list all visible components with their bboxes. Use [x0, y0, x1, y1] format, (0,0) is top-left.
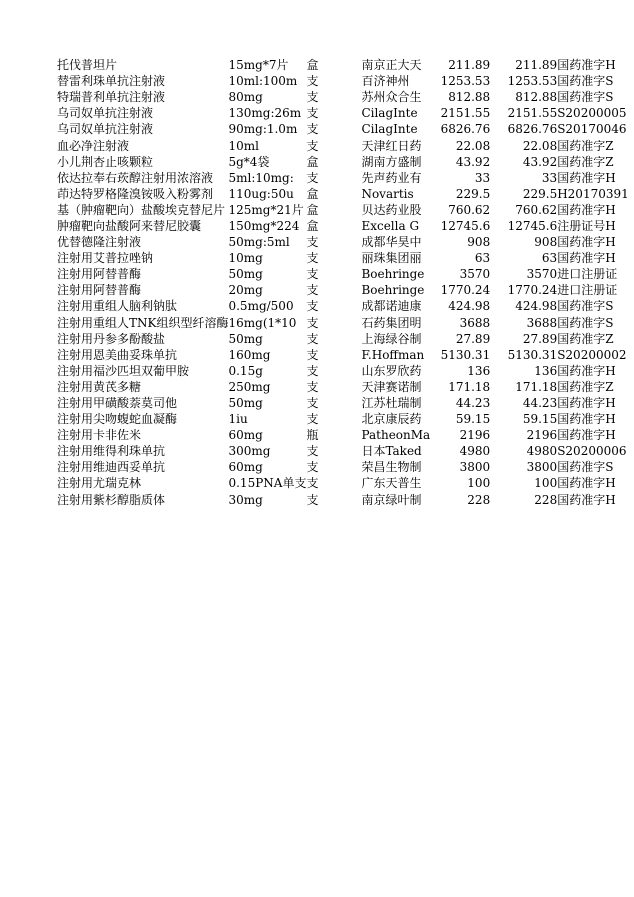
table-row	[57, 298, 629, 314]
manufacturer-cell: 上海绿谷制	[361, 331, 422, 346]
drug-name-cell: 基（肿瘤靶向）盐酸埃克替尼片	[57, 202, 226, 217]
drug-price-table	[57, 57, 629, 508]
price-cell: 3800	[526, 460, 558, 475]
drug-name-cell: 注射用阿替普酶	[57, 267, 142, 282]
unit-cell: 支	[306, 363, 319, 378]
unit-cell: 支	[306, 283, 319, 298]
table-row	[57, 170, 629, 186]
price-cell: 2151.55	[507, 106, 558, 121]
price-cell: 12745.6	[507, 218, 558, 233]
drug-name-cell: 注射用紫杉醇脂质体	[57, 492, 166, 507]
price-cell: 228	[534, 492, 558, 507]
price-cell: 5130.31	[507, 347, 558, 362]
price-cell: 2196	[459, 428, 491, 443]
drug-name-cell: 小儿荆杏止咳颗粒	[57, 154, 154, 169]
price-cell: 229.5	[522, 186, 558, 201]
approval-number-cell: 国药准字H	[557, 363, 616, 378]
manufacturer-cell: Boehringe	[361, 267, 425, 282]
unit-cell: 支	[306, 347, 319, 362]
table-row	[57, 395, 629, 411]
manufacturer-cell: 成都诺迪康	[361, 299, 422, 314]
approval-number-cell: S20200006	[557, 444, 627, 459]
unit-cell: 支	[306, 412, 319, 427]
specification-cell: 0.15PNA单支	[228, 476, 307, 491]
unit-cell: 瓶	[306, 428, 319, 443]
unit-cell: 支	[306, 396, 319, 411]
drug-name-cell: 注射用重组人TNK组织型纤溶酶	[57, 315, 229, 330]
unit-cell: 支	[306, 251, 319, 266]
drug-name-cell: 替雷利珠单抗注射液	[57, 74, 166, 89]
price-cell: 27.89	[522, 331, 558, 346]
price-cell: 228	[467, 492, 491, 507]
manufacturer-cell: 广东天普生	[361, 476, 422, 491]
drug-name-cell: 注射用丹参多酚酸盐	[57, 331, 166, 346]
manufacturer-cell: Excella G	[361, 218, 420, 233]
table-row	[57, 137, 629, 153]
specification-cell: 5ml:10mg:	[228, 170, 294, 185]
price-cell: 5130.31	[440, 347, 491, 362]
table-row	[57, 154, 629, 170]
price-cell: 12745.6	[440, 218, 491, 233]
price-cell: 27.89	[455, 331, 491, 346]
specification-cell: 125mg*21片	[228, 202, 304, 217]
price-cell: 760.62	[515, 202, 558, 217]
manufacturer-cell: 先声药业有	[361, 170, 422, 185]
price-cell: 100	[534, 476, 558, 491]
manufacturer-cell: 成都华昊中	[361, 235, 422, 250]
price-cell: 44.23	[455, 396, 491, 411]
specification-cell: 60mg	[228, 460, 263, 475]
price-cell: 22.08	[455, 138, 491, 153]
drug-name-cell: 注射用维迪西妥单抗	[57, 460, 166, 475]
price-cell: 4980	[526, 444, 558, 459]
specification-cell: 130mg:26m	[228, 106, 302, 121]
table-row	[57, 89, 629, 105]
manufacturer-cell: 贝达药业股	[361, 202, 422, 217]
manufacturer-cell: Boehringe	[361, 283, 425, 298]
unit-cell: 支	[306, 379, 319, 394]
unit-cell: 支	[306, 444, 319, 459]
table-row	[57, 73, 629, 89]
approval-number-cell: 国药准字H	[557, 170, 616, 185]
approval-number-cell: 国药准字S	[557, 74, 614, 89]
drug-name-cell: 注射用艾普拉唑钠	[57, 251, 154, 266]
price-cell: 211.89	[448, 58, 491, 73]
unit-cell: 盒	[306, 58, 319, 73]
table-row	[57, 411, 629, 427]
unit-cell: 支	[306, 315, 319, 330]
drug-name-cell: 托伐普坦片	[57, 58, 118, 73]
price-cell: 136	[534, 363, 558, 378]
drug-name-cell: 注射用尤瑞克林	[57, 476, 142, 491]
specification-cell: 90mg:1.0m	[228, 122, 298, 137]
approval-number-cell: 国药准字H	[557, 412, 616, 427]
approval-number-cell: 国药准字H	[557, 492, 616, 507]
manufacturer-cell: 苏州众合生	[361, 90, 422, 105]
approval-number-cell: S20200005	[557, 106, 627, 121]
table-row	[57, 492, 629, 508]
drug-name-cell: 注射用甲磺酸萘莫司他	[57, 396, 178, 411]
specification-cell: 10ml	[228, 138, 259, 153]
table-row	[57, 459, 629, 475]
drug-name-cell: 特瑞普利单抗注射液	[57, 90, 166, 105]
price-cell: 33	[541, 170, 558, 185]
price-cell: 211.89	[515, 58, 558, 73]
drug-name-cell: 注射用尖吻蝮蛇血凝酶	[57, 412, 178, 427]
price-cell: 63	[541, 251, 558, 266]
specification-cell: 1iu	[228, 412, 248, 427]
price-cell: 171.18	[515, 379, 558, 394]
unit-cell: 支	[306, 90, 319, 105]
unit-cell: 支	[306, 74, 319, 89]
table-body	[57, 57, 629, 508]
table-row	[57, 121, 629, 137]
unit-cell: 支	[306, 331, 319, 346]
specification-cell: 250mg	[228, 379, 271, 394]
drug-name-cell: 注射用恩美曲妥珠单抗	[57, 347, 178, 362]
manufacturer-cell: 湖南方盛制	[361, 154, 422, 169]
price-cell: 1253.53	[507, 74, 558, 89]
table-row	[57, 234, 629, 250]
manufacturer-cell: 江苏杜瑞制	[361, 396, 422, 411]
drug-name-cell: 优替德隆注射液	[57, 235, 142, 250]
table-row	[57, 218, 629, 234]
approval-number-cell: 国药准字H	[557, 428, 616, 443]
specification-cell: 110ug:50u	[228, 186, 294, 201]
unit-cell: 支	[306, 170, 319, 185]
approval-number-cell: S20170046	[557, 122, 627, 137]
unit-cell: 盒	[306, 202, 319, 217]
table-row	[57, 363, 629, 379]
manufacturer-cell: F.Hoffman	[361, 347, 425, 362]
price-cell: 229.5	[455, 186, 491, 201]
manufacturer-cell: 南京正大天	[361, 58, 422, 73]
approval-number-cell: 进口注册证	[557, 267, 618, 282]
specification-cell: 50mg	[228, 396, 263, 411]
drug-name-cell: 注射用福沙匹坦双葡甲胺	[57, 363, 190, 378]
drug-name-cell: 茚达特罗格隆溴铵吸入粉雾剂	[57, 186, 214, 201]
table-row	[57, 57, 629, 73]
specification-cell: 20mg	[228, 283, 263, 298]
approval-number-cell: 国药准字H	[557, 58, 616, 73]
table-row	[57, 266, 629, 282]
price-cell: 3688	[526, 315, 558, 330]
approval-number-cell: 国药准字S	[557, 90, 614, 105]
drug-name-cell: 注射用卡非佐米	[57, 428, 142, 443]
specification-cell: 15mg*7片	[228, 58, 289, 73]
specification-cell: 10mg	[228, 251, 263, 266]
drug-name-cell: 注射用阿替普酶	[57, 283, 142, 298]
table-row	[57, 331, 629, 347]
unit-cell: 支	[306, 267, 319, 282]
approval-number-cell: 国药准字H	[557, 476, 616, 491]
specification-cell: 50mg	[228, 267, 263, 282]
approval-number-cell: 国药准字Z	[557, 331, 614, 346]
drug-name-cell: 血必净注射液	[57, 138, 130, 153]
specification-cell: 50mg:5ml	[228, 235, 290, 250]
price-cell: 3688	[459, 315, 491, 330]
drug-name-cell: 注射用维得利珠单抗	[57, 444, 166, 459]
price-cell: 1770.24	[507, 283, 558, 298]
table-row	[57, 427, 629, 443]
price-cell: 59.15	[455, 412, 491, 427]
approval-number-cell: 国药准字H	[557, 251, 616, 266]
table-row	[57, 186, 629, 202]
manufacturer-cell: 石药集团明	[361, 315, 422, 330]
unit-cell: 盒	[306, 154, 319, 169]
manufacturer-cell: 百济神州	[361, 74, 410, 89]
table-row	[57, 105, 629, 121]
approval-number-cell: 国药准字Z	[557, 379, 614, 394]
specification-cell: 150mg*224	[228, 218, 300, 233]
price-cell: 424.98	[515, 299, 558, 314]
unit-cell: 支	[306, 476, 319, 491]
price-cell: 43.92	[455, 154, 491, 169]
table-row	[57, 250, 629, 266]
approval-number-cell: 国药准字Z	[557, 138, 614, 153]
price-cell: 43.92	[522, 154, 558, 169]
specification-cell: 300mg	[228, 444, 271, 459]
manufacturer-cell: Novartis	[361, 186, 414, 201]
approval-number-cell: 国药准字S	[557, 315, 614, 330]
price-cell: 59.15	[522, 412, 558, 427]
specification-cell: 60mg	[228, 428, 263, 443]
manufacturer-cell: 天津赛诺制	[361, 379, 422, 394]
drug-name-cell: 注射用黄芪多糖	[57, 379, 142, 394]
price-cell: 4980	[459, 444, 491, 459]
price-cell: 760.62	[448, 202, 491, 217]
price-cell: 2151.55	[440, 106, 491, 121]
price-cell: 171.18	[448, 379, 491, 394]
unit-cell: 支	[306, 492, 319, 507]
approval-number-cell: H20170391	[557, 186, 629, 201]
table-row	[57, 379, 629, 395]
specification-cell: 5g*4袋	[228, 154, 270, 169]
specification-cell: 30mg	[228, 492, 263, 507]
unit-cell: 盒	[306, 186, 319, 201]
price-cell: 812.88	[515, 90, 558, 105]
drug-name-cell: 注射用重组人脑利钠肽	[57, 299, 178, 314]
unit-cell: 盒	[306, 218, 319, 233]
price-cell: 1770.24	[440, 283, 491, 298]
table-row	[57, 347, 629, 363]
drug-name-cell: 乌司奴单抗注射液	[57, 106, 154, 121]
price-cell: 3570	[526, 267, 558, 282]
approval-number-cell: 国药准字S	[557, 299, 614, 314]
table-row	[57, 443, 629, 459]
table-row	[57, 202, 629, 218]
unit-cell: 支	[306, 138, 319, 153]
price-cell: 22.08	[522, 138, 558, 153]
specification-cell: 50mg	[228, 331, 263, 346]
price-cell: 3570	[459, 267, 491, 282]
approval-number-cell: 进口注册证	[557, 283, 618, 298]
table-row	[57, 282, 629, 298]
specification-cell: 10ml:100m	[228, 74, 298, 89]
drug-name-cell: 肿瘤靶向盐酸阿来替尼胶囊	[57, 218, 202, 233]
unit-cell: 支	[306, 299, 319, 314]
unit-cell: 支	[306, 106, 319, 121]
price-cell: 136	[467, 363, 491, 378]
price-cell: 812.88	[448, 90, 491, 105]
approval-number-cell: 国药准字H	[557, 235, 616, 250]
manufacturer-cell: 北京康辰药	[361, 412, 422, 427]
specification-cell: 0.15g	[228, 363, 263, 378]
price-cell: 100	[467, 476, 491, 491]
specification-cell: 16mg(1*10	[228, 315, 297, 330]
approval-number-cell: 国药准字Z	[557, 154, 614, 169]
approval-number-cell: 国药准字S	[557, 460, 614, 475]
unit-cell: 支	[306, 235, 319, 250]
specification-cell: 160mg	[228, 347, 271, 362]
approval-number-cell: S20200002	[557, 347, 627, 362]
manufacturer-cell: 天津红日药	[361, 138, 422, 153]
drug-name-cell: 依达拉奉右莰醇注射用浓溶液	[57, 170, 214, 185]
manufacturer-cell: 南京绿叶制	[361, 492, 422, 507]
price-cell: 6826.76	[440, 122, 491, 137]
specification-cell: 0.5mg/500	[228, 299, 294, 314]
price-cell: 908	[467, 235, 491, 250]
price-cell: 63	[474, 251, 491, 266]
manufacturer-cell: CilagInte	[361, 106, 418, 121]
price-cell: 6826.76	[507, 122, 558, 137]
specification-cell: 80mg	[228, 90, 263, 105]
drug-name-cell: 乌司奴单抗注射液	[57, 122, 154, 137]
manufacturer-cell: 日本Taked	[361, 444, 422, 459]
unit-cell: 支	[306, 460, 319, 475]
manufacturer-cell: PatheonMa	[361, 428, 431, 443]
price-cell: 33	[474, 170, 491, 185]
approval-number-cell: 国药准字H	[557, 396, 616, 411]
price-cell: 424.98	[448, 299, 491, 314]
approval-number-cell: 国药准字H	[557, 202, 616, 217]
price-cell: 1253.53	[440, 74, 491, 89]
manufacturer-cell: CilagInte	[361, 122, 418, 137]
price-cell: 908	[534, 235, 558, 250]
approval-number-cell: 注册证号H	[557, 218, 616, 233]
price-cell: 2196	[526, 428, 558, 443]
price-cell: 3800	[459, 460, 491, 475]
table-row	[57, 315, 629, 331]
manufacturer-cell: 丽珠集团丽	[361, 251, 422, 266]
manufacturer-cell: 山东罗欣药	[361, 363, 422, 378]
unit-cell: 支	[306, 122, 319, 137]
manufacturer-cell: 荣昌生物制	[361, 460, 422, 475]
table-row	[57, 475, 629, 491]
price-cell: 44.23	[522, 396, 558, 411]
